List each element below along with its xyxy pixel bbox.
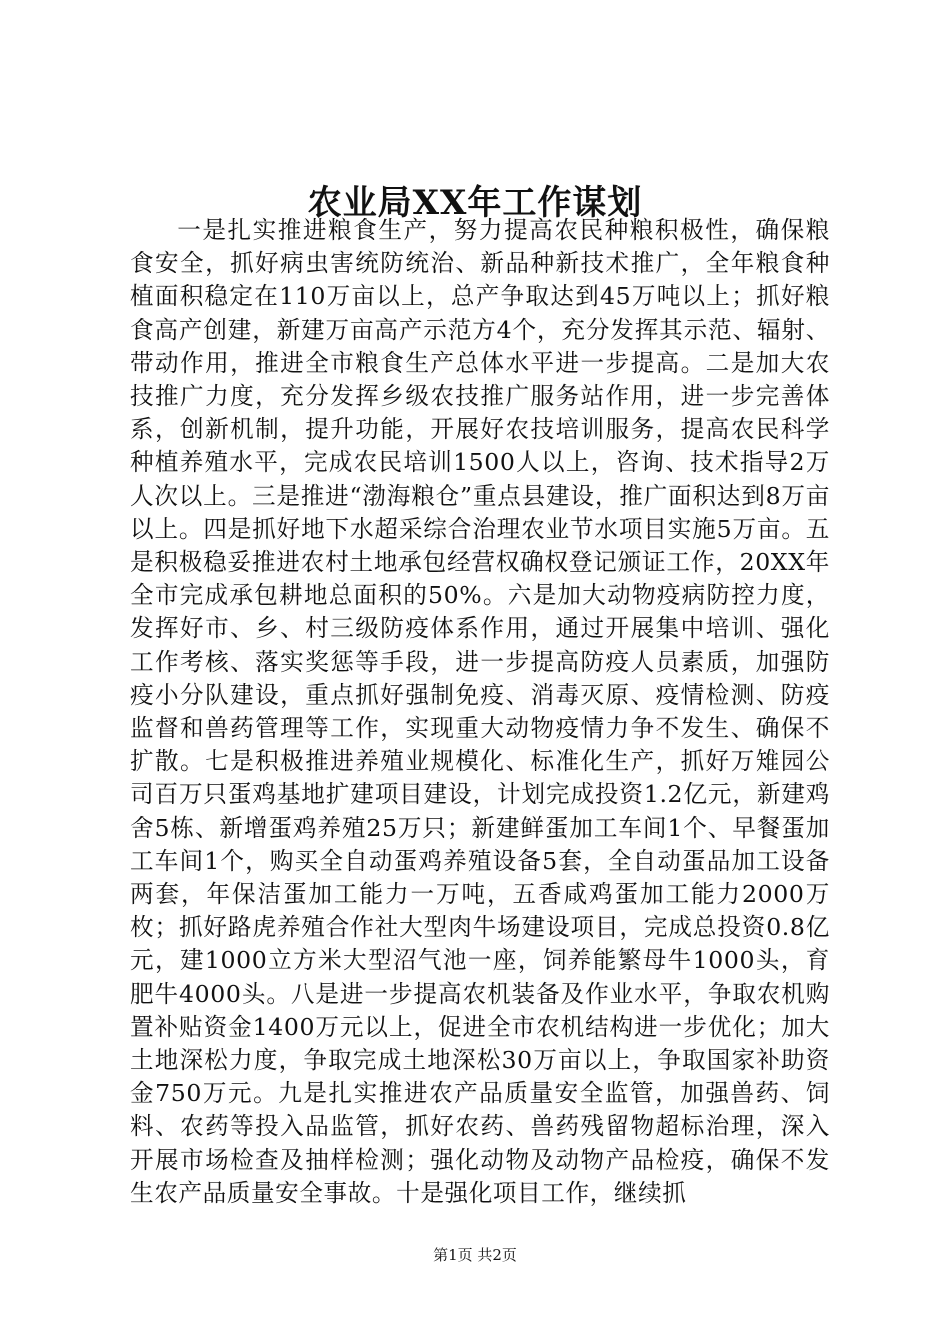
page-indicator: 第1页 共2页 <box>433 1246 517 1264</box>
document-body-paragraph: 一是扎实推进粮食生产，努力提高农民种粮积极性，确保粮食安全，抓好病虫害统防统治、新品种新技术推广，全年粮食种植面积稳定在110万亩以上，总产争取达到45万吨以上；抓好粮食高产创建，新建万亩高产示范方4个，充分发挥其示范、辐射、带动作用，推进全市粮食生产总体水平进一步提高。二是加大农技推广力度，充分发挥乡级农技推广服务站作用，进一步完善体系，创新机制，提升功能，开展好农技培训服务，提高农民科学种植养殖水平，完成农民培训1500人以上，咨询、技术指导2万人次以上。三是推进“渤海粮仓”重点县建设，推广面积达到8万亩以上。四是抓好地下水超采综合治理农业节水项目实施5万亩。五是积极稳妥推进农村土地承包经营权确权登记颁证工作，20XX年全市完成承包耕地总面积的50%。六是加大动物疫病防控力度，发挥好市、乡、村三级防疫体系作用，通过开展集中培训、强化工作考核、落实奖惩等手段，进一步提高防疫人员素质，加强防疫小分队建设，重点抓好强制免疫、消毒灭原、疫情检测、防疫监督和兽药管理等工作，实现重大动物疫情力争不发生、确保不扩散。七是积极推进养殖业规模化、标准化生产，抓好万雉园公司百万只蛋鸡基地扩建项目建设，计划完成投资1.2亿元，新建鸡舍5栋、新增蛋鸡养殖25万只；新建鲜蛋加工车间1个、早餐蛋加工车间1个，购买全自动蛋鸡养殖设备5套，全自动蛋品加工设备两套，年保洁蛋加工能力一万吨，五香咸鸡蛋加工能力2000万枚；抓好路虎养殖合作社大型肉牛场建设项目，完成总投资0.8亿元，建1000立方米大型沼气池一座，饲养能繁母牛1000头，育肥牛4000头。八是进一步提高农机装备及作业水平，争取农机购置补贴资金1400万元以上，促进全市农机结构进一步优化；加大土地深松力度，争取完成土地深松30万亩以上，争取国家补助资金750万元。九是扎实推进农产品质量安全监管，加强兽药、饲料、农药等投入品监管，抓好农药、兽药残留物超标治理，深入开展市场检查及抽样检测；强化动物及动物产品检疫，确保不发生农产品质量安全事故。十是强化项目工作，继续抓 <box>130 216 830 1207</box>
document-title: 农业局XX年工作谋划 <box>307 183 643 223</box>
